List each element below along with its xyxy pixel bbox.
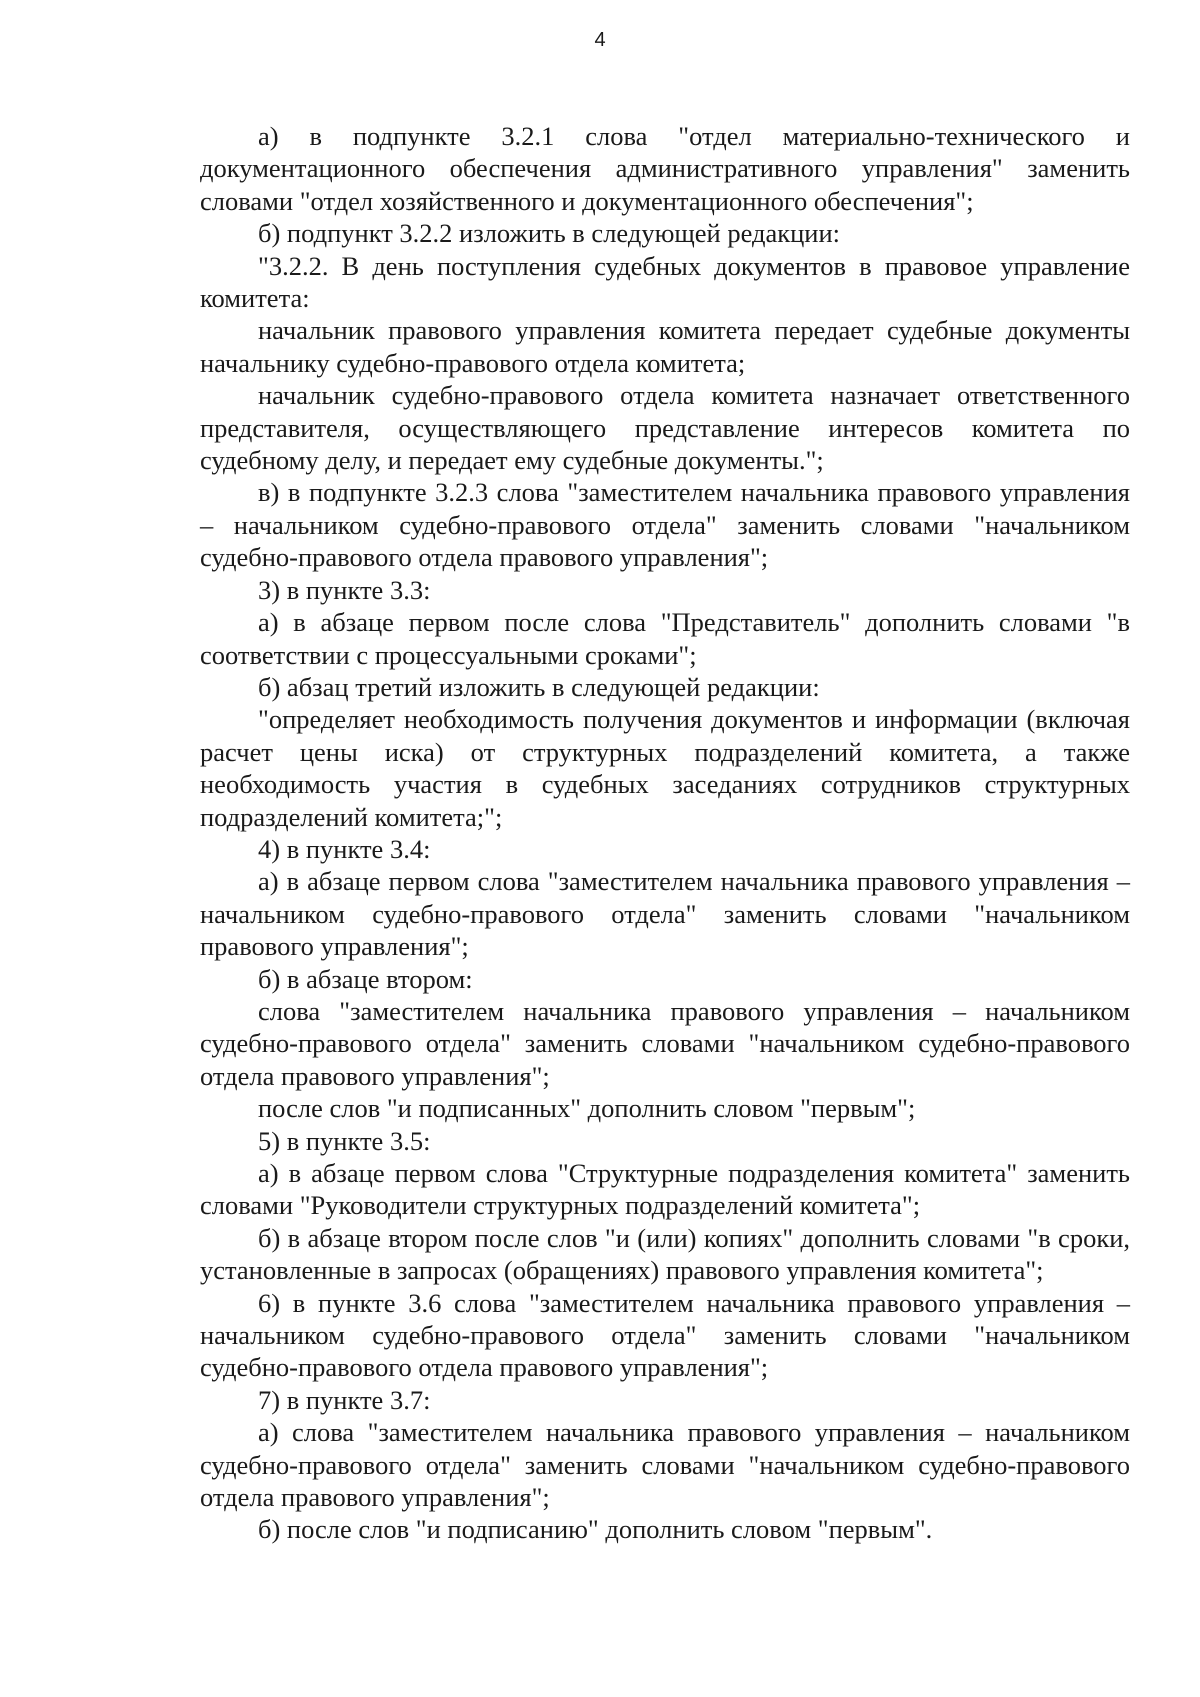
paragraph: 5) в пункте 3.5: [258,1125,431,1156]
paragraph: б) абзац третий изложить в следующей редакции: [258,671,820,702]
paragraph: а) слова "заместителем начальника правового управления – начальником судебно-правового отдела" заменить словами "начальником судебно-правового отдела правового управления"; [200,1417,1130,1513]
paragraph: после слов "и подписанных" дополнить словом "первым"; [258,1093,916,1124]
page-number: 4 [594,29,606,51]
paragraph: а) в абзаце первом слова "заместителем начальника правового управления – начальником судебно-правового отдела" заменить словами "начальником правового управления"; [200,866,1130,962]
document-body [200,120,1130,1546]
paragraph: а) в абзаце первом после слова "Представитель" дополнить словами "в соответствии с процессуальными сроками"; [200,607,1130,670]
paragraph: б) в абзаце втором: [258,963,473,994]
paragraph: начальник правового управления комитета передает судебные документы начальнику судебно-правового отдела комитета; [200,315,1130,378]
paragraph: б) подпункт 3.2.2 изложить в следующей редакции: [258,218,841,249]
paragraph: начальник судебно-правового отдела комитета назначает ответственного представителя, осуществляющего представление интересов комитета по судебному делу, и передает ему судебные документы."; [200,380,1130,476]
paragraph: а) в подпункте 3.2.1 слова "отдел материально-технического и документационного обеспечения административного управления" заменить словами "отдел хозяйственного и документационного обеспечения"; [200,121,1130,216]
paragraph: 7) в пункте 3.7: [258,1384,431,1415]
paragraph: слова "заместителем начальника правового управления – начальником судебно-правового отдела" заменить словами "начальником судебно-правового отдела правового управления"; [200,995,1130,1091]
paragraph: а) в абзаце первом слова "Структурные подразделения комитета" заменить словами "Руководители структурных подразделений комитета"; [200,1158,1130,1221]
paragraph: 4) в пункте 3.4: [258,833,431,864]
paragraph: "3.2.2. В день поступления судебных документов в правовое управление комитета: [200,250,1130,314]
paragraph: б) после слов "и подписанию" дополнить словом "первым". [258,1514,933,1545]
paragraph: 3) в пункте 3.3: [258,574,431,605]
paragraph: в) в подпункте 3.2.3 слова "заместителем начальника правового управления – начальником судебно-правового отдела" заменить словами "начальником судебно-правового отдела правового управления"; [200,477,1130,573]
paragraph: б) в абзаце втором после слов "и (или) копиях" дополнить словами "в сроки, установленные в запросах (обращениях) правового управления комитета"; [200,1222,1130,1286]
paragraph: 6) в пункте 3.6 слова "заместителем начальника правового управления – начальником судебно-правового отдела" заменить словами "начальником судебно-правового отдела правового управления"; [200,1287,1130,1383]
paragraph: "определяет необходимость получения документов и информации (включая расчет цены иска) от структурных подразделений комитета, а также необходимость участия в судебных заседаниях сотрудников структурных подразделений комитета;"; [200,704,1130,832]
